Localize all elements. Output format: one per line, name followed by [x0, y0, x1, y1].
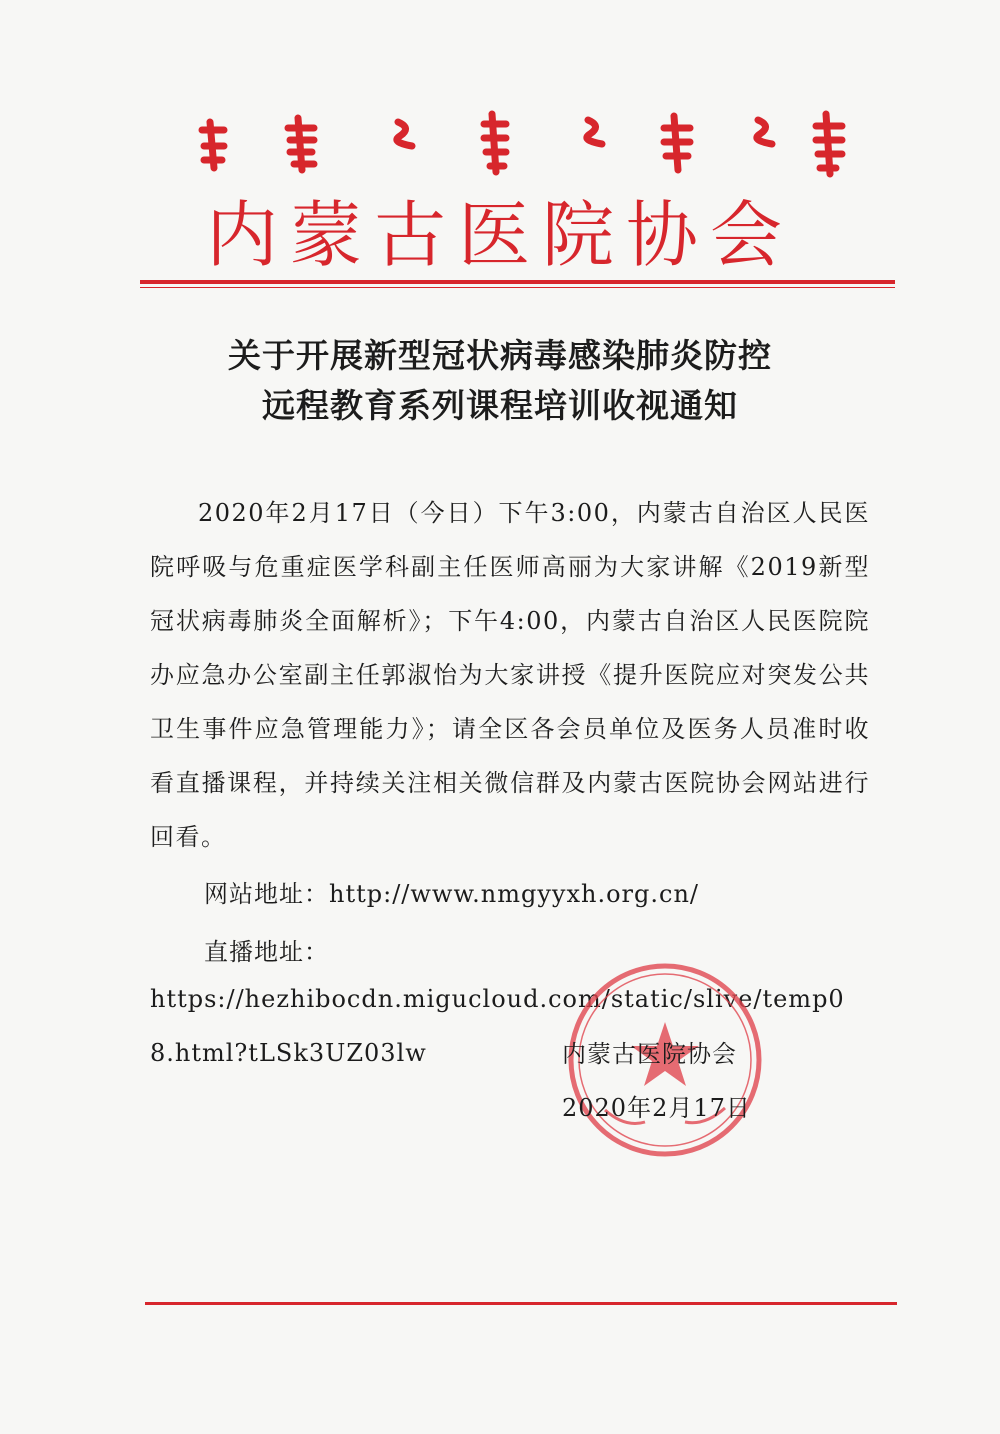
- header-divider-thin: [140, 287, 895, 288]
- footer-divider: [145, 1302, 897, 1305]
- signature-date: 2020年2月17日: [562, 1094, 751, 1122]
- notice-body: 2020年2月17日（今日）下午3:00，内蒙古自治区人民医院呼吸与危重症医学科副主任医师高丽为大家讲解《2019新型冠状病毒肺炎全面解析》；下午4:00，内蒙古自治区人民医院院办应急办公室副主任郭淑怡为大家讲授《提升医院应对突发公共卫生事件应急管理能力》；请全区各会员单位及医务人员准时收看直播课程，并持续关注相关微信群及内蒙古医院协会网站进行回看。: [150, 499, 870, 851]
- notice-title-line2: 远程教育系列课程培训收视通知: [262, 386, 738, 425]
- signature-org: 内蒙古医院协会: [562, 1040, 737, 1068]
- live-url-line1[interactable]: https://hezhibocdn.migucloud.com/static/slive/temp0: [150, 985, 845, 1013]
- mongolian-script-header: [190, 100, 855, 180]
- header-org-name: 内蒙古医院协会: [205, 193, 794, 277]
- website-label: 网站地址：: [204, 880, 329, 908]
- live-url-line2[interactable]: 8.html?tLSk3UZ03lw: [150, 1039, 427, 1067]
- website-line: [204, 874, 699, 909]
- website-url-link[interactable]: http://www.nmgyyxh.org.cn/: [329, 880, 699, 908]
- notice-title-line1: 关于开展新型冠状病毒感染肺炎防控: [228, 336, 772, 375]
- live-label: 直播地址：: [204, 938, 329, 966]
- header-divider-thick: [140, 280, 895, 284]
